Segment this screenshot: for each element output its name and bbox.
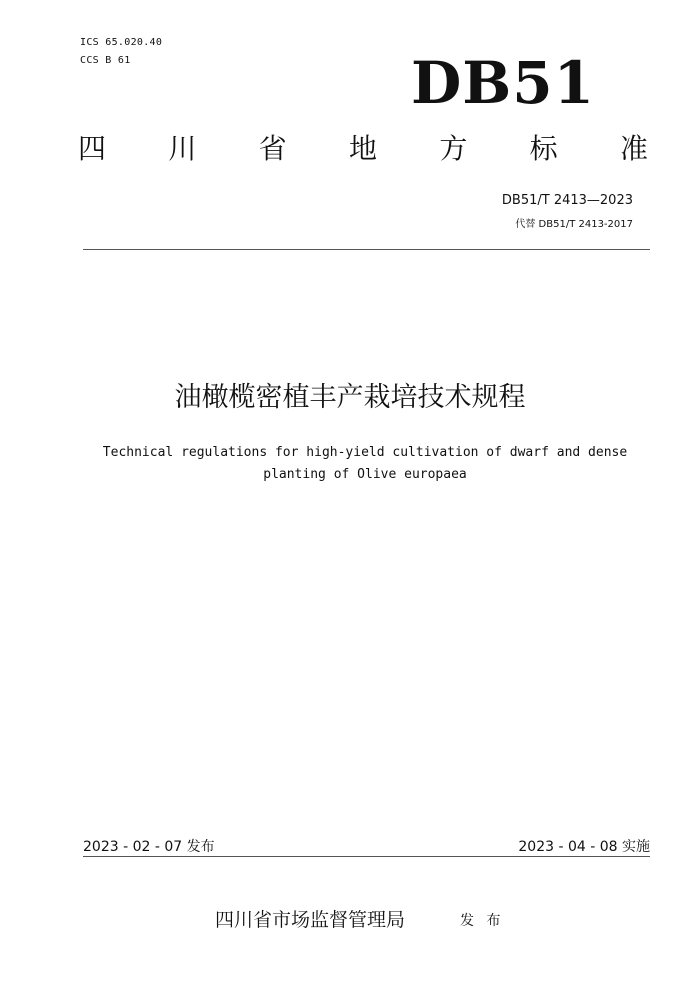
issue-date: 2023 - 02 - 07 发布 xyxy=(83,839,215,855)
standard-type-char: 标 xyxy=(529,132,558,165)
bottom-divider xyxy=(83,856,650,857)
top-divider xyxy=(83,249,650,250)
title-english: Technical regulations for high-yield cultivation of dwarf and dense planting of Olive europaea xyxy=(102,445,628,482)
standard-type-char: 四 xyxy=(78,132,107,165)
standard-type-char: 地 xyxy=(348,132,377,165)
standard-number: DB51/T 2413—2023 xyxy=(501,193,633,208)
title-chinese: 油橄榄密植丰产栽培技术规程 xyxy=(174,382,526,413)
standard-type-char: 准 xyxy=(619,132,648,165)
replaces-standard: 代替 DB51/T 2413-2017 xyxy=(515,219,633,230)
ics-code: ICS 65.020.40 xyxy=(80,37,163,48)
standard-type-char: 方 xyxy=(439,132,468,165)
standard-type-heading xyxy=(78,132,648,165)
db51-logo: DB51 xyxy=(410,49,595,117)
standard-type-char: 川 xyxy=(168,132,197,165)
publisher-name: 四川省市场监督管理局 xyxy=(215,909,406,931)
publish-label: 发 布 xyxy=(460,913,505,929)
ccs-code: CCS B 61 xyxy=(80,55,131,66)
implementation-date: 2023 - 04 - 08 实施 xyxy=(518,839,650,855)
standard-type-char: 省 xyxy=(258,132,287,165)
